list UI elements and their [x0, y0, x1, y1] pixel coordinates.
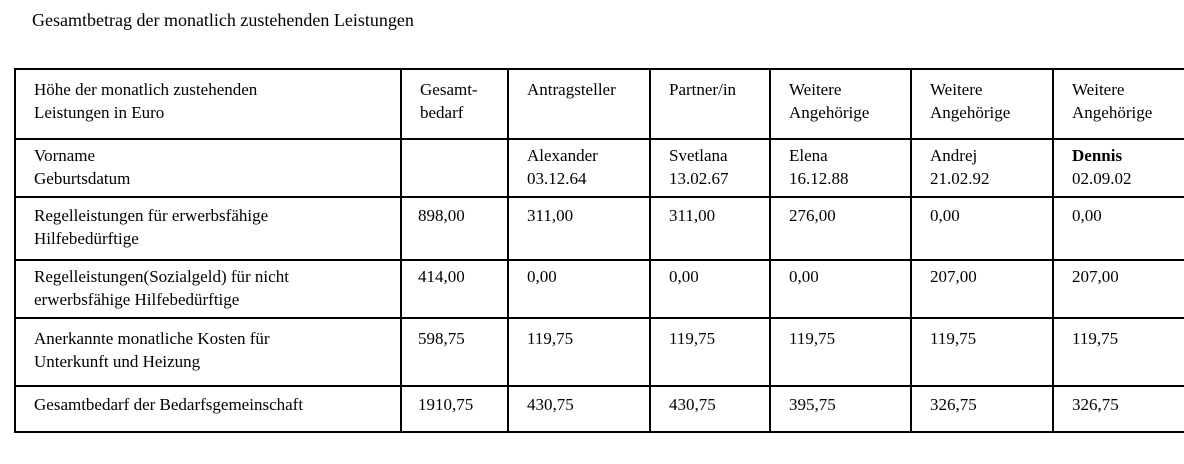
- total-value-cell: 430,75: [650, 386, 770, 432]
- row-label-line1: Regelleistungen(Sozialgeld) für nicht: [34, 267, 289, 286]
- row-label-cell: [15, 386, 401, 432]
- header-col-line1: Antragsteller: [527, 80, 616, 99]
- value-cell: 598,75: [401, 318, 508, 386]
- person-cell: [650, 139, 770, 197]
- row-label-cell: [15, 197, 401, 260]
- table-row: [15, 260, 1184, 318]
- row-label-cell: [15, 260, 401, 318]
- total-value-cell: 326,75: [911, 386, 1053, 432]
- person-birthdate: 03.12.64: [527, 169, 587, 188]
- row-label-cell: [15, 318, 401, 386]
- table-header-row: [15, 69, 1184, 139]
- person-name: Dennis: [1072, 146, 1123, 165]
- value-cell: 0,00: [911, 197, 1053, 260]
- row-label-line2: erwerbsfähige Hilfebedürftige: [34, 290, 240, 309]
- person-name: Alexander: [527, 146, 598, 165]
- table-row: [15, 197, 1184, 260]
- person-cell: [770, 139, 911, 197]
- benefits-table: [14, 68, 1184, 433]
- total-value-cell: 430,75: [508, 386, 650, 432]
- value-cell: 207,00: [1053, 260, 1184, 318]
- person-cell: [508, 139, 650, 197]
- person-name: Andrej: [930, 146, 978, 165]
- header-col-line1: Weitere: [930, 80, 983, 99]
- row-label-line1: Anerkannte monatliche Kosten für: [34, 329, 270, 348]
- header-col-antragsteller: [508, 69, 650, 139]
- header-col-line2: Angehörige: [1072, 103, 1153, 122]
- header-col-angehoerige-2: [911, 69, 1053, 139]
- row-label-line2: Hilfebedürftige: [34, 229, 139, 248]
- header-col-partner: [650, 69, 770, 139]
- header-col-line2: Angehörige: [789, 103, 870, 122]
- row-label-line1: Regelleistungen für erwerbsfähige: [34, 206, 269, 225]
- value-cell: 0,00: [650, 260, 770, 318]
- table-row: [15, 318, 1184, 386]
- value-cell: 119,75: [650, 318, 770, 386]
- row-label-line1: Gesamtbedarf der Bedarfsgemeinschaft: [34, 395, 304, 414]
- page-title: Gesamtbetrag der monatlich zustehenden Leistungen: [32, 10, 414, 30]
- persons-empty-cell: [401, 139, 508, 197]
- person-birthdate: 13.02.67: [669, 169, 729, 188]
- total-value-cell: 326,75: [1053, 386, 1184, 432]
- persons-label-line1: Vorname: [34, 146, 96, 165]
- person-cell: [1053, 139, 1184, 197]
- person-birthdate: 21.02.92: [930, 169, 990, 188]
- value-cell: 0,00: [508, 260, 650, 318]
- person-name: Elena: [789, 146, 828, 165]
- header-col-gesamtbedarf: [401, 69, 508, 139]
- value-cell: 898,00: [401, 197, 508, 260]
- persons-label-line2: Geburtsdatum: [34, 169, 131, 188]
- total-value-cell: 395,75: [770, 386, 911, 432]
- header-col-line1: Weitere: [1072, 80, 1125, 99]
- value-cell: 414,00: [401, 260, 508, 318]
- header-col-line2: Angehörige: [930, 103, 1011, 122]
- header-col-angehoerige-3: [1053, 69, 1184, 139]
- total-value-cell: 1910,75: [401, 386, 508, 432]
- person-birthdate: 16.12.88: [789, 169, 849, 188]
- header-col-line1: Partner/in: [669, 80, 737, 99]
- value-cell: 311,00: [508, 197, 650, 260]
- header-label-cell: [15, 69, 401, 139]
- header-label-line1: Höhe der monatlich zustehenden: [34, 80, 258, 99]
- person-cell: [911, 139, 1053, 197]
- person-birthdate: 02.09.02: [1072, 169, 1132, 188]
- value-cell: 119,75: [770, 318, 911, 386]
- value-cell: 0,00: [1053, 197, 1184, 260]
- header-col-line2: bedarf: [420, 103, 464, 122]
- value-cell: 311,00: [650, 197, 770, 260]
- value-cell: 119,75: [911, 318, 1053, 386]
- row-label-line2: Unterkunft und Heizung: [34, 352, 201, 371]
- persons-label-cell: [15, 139, 401, 197]
- header-col-line1: Weitere: [789, 80, 842, 99]
- value-cell: 119,75: [1053, 318, 1184, 386]
- value-cell: 119,75: [508, 318, 650, 386]
- header-label-line2: Leistungen in Euro: [34, 103, 165, 122]
- header-col-line1: Gesamt-: [420, 80, 478, 99]
- persons-row: [15, 139, 1184, 197]
- person-name: Svetlana: [669, 146, 728, 165]
- value-cell: 0,00: [770, 260, 911, 318]
- value-cell: 276,00: [770, 197, 911, 260]
- total-row: [15, 386, 1184, 432]
- header-col-angehoerige-1: [770, 69, 911, 139]
- value-cell: 207,00: [911, 260, 1053, 318]
